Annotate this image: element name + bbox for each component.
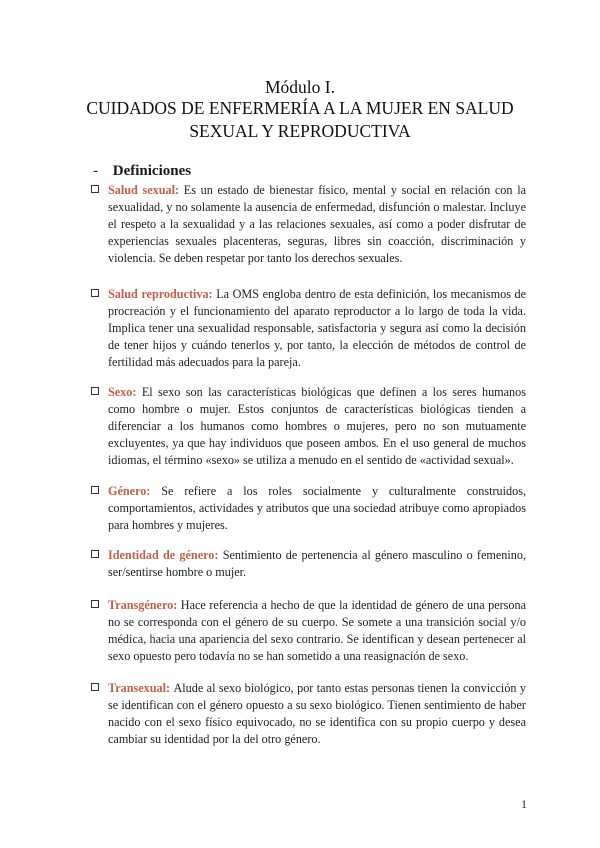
definition-term: Identidad de género:: [108, 548, 223, 562]
definition-salud-sexual: [108, 182, 526, 267]
list-dash: -: [93, 163, 98, 179]
definition-term: Salud sexual:: [108, 183, 184, 197]
definition-text: Se refiere a los roles socialmente y culturalmente construidos, comportamientos, actividades y atributos que una sociedad atribuye como apropiados para hombres y mujeres.: [108, 484, 526, 533]
definition-transgenero: [108, 597, 526, 665]
definition-sexo: [108, 384, 526, 469]
definition-text: Hace referencia a hecho de que la identidad de género de una persona no se corresponda con el género de su cuerpo. Se somete a una transición social y/o médica, hacia una apariencia del sexo contrario. Se identifican y desean pertenecer al sexo opuesto pero todavía no se han sometido a una reasignación de sexo.: [108, 598, 527, 664]
checkbox-icon: [91, 289, 99, 297]
checkbox-icon: [91, 683, 99, 691]
definition-genero: [108, 483, 526, 534]
checkbox-icon: [91, 185, 99, 193]
definition-transexual: [108, 680, 526, 748]
title-line-2: SEXUAL Y REPRODUCTIVA: [189, 121, 411, 141]
definition-text: Sentimiento de pertenencia al género masculino o femenino, ser/sentirse hombre o mujer.: [108, 548, 526, 580]
title-line-1: CUIDADOS DE ENFERMERÍA A LA MUJER EN SALUD: [86, 98, 514, 118]
definition-text: Alude al sexo biológico, por tanto estas personas tienen la convicción y se identifican con el género opuesto a su sexo biológico. Tienen sentimiento de haber nacido con el sexo físico equivocado, no se identifica con su propio cuerpo y desea cambiar su identidad por la del otro género.: [108, 681, 526, 747]
definition-term: Género:: [108, 484, 162, 498]
definition-term: Transgénero:: [108, 598, 181, 612]
definition-text: El sexo son las características biológicas que definen a los seres humanos como hombre o mujer. Estos conjuntos de características biológicas tienden a diferenciar a los humanos como hombres o mujeres, pero no son mutuamente excluyentes, ya que hay individuos que poseen ambos. En el uso general de muchos idiomas, el término «sexo» se utiliza a menudo en el sentido de «actividad sexual».: [108, 385, 526, 468]
definition-identidad-de-genero: [108, 547, 526, 581]
definition-text: La OMS engloba dentro de esta definición, los mecanismos de procreación y el funcionamiento del aparato reproductor a lo largo de toda la vida. Implica tener una sexualidad responsable, satisfactoria y segura así como la decisión de tener hijos y cuándo tenerlos y, por tanto, la elección de métodos de control de fertilidad más adecuados para la pareja.: [108, 287, 526, 370]
definition-term: Salud reproductiva:: [108, 287, 217, 301]
section-heading-label: Definiciones: [112, 163, 192, 179]
checkbox-icon: [91, 387, 99, 395]
definition-term: Transexual:: [108, 681, 174, 695]
section-heading: [93, 163, 191, 180]
checkbox-icon: [91, 486, 99, 494]
checkbox-icon: [91, 550, 99, 558]
definition-term: Sexo:: [108, 385, 142, 399]
definition-text: Es un estado de bienestar físico, mental y social en relación con la sexualidad, y no solamente la ausencia de enfermedad, disfunción o malestar. Incluye el respeto a la sexualidad y a las relaciones sexuales, así como a poder disfrutar de experiencias sexuales placenteras, seguras, libres sin coacción, discriminación y violencia. Se deben respetar por tanto los derechos sexuales.: [108, 183, 526, 266]
page-number: 1: [521, 797, 527, 811]
module-heading: Módulo I.: [265, 77, 335, 97]
checkbox-icon: [91, 600, 99, 608]
definition-salud-reproductiva: [108, 286, 526, 371]
